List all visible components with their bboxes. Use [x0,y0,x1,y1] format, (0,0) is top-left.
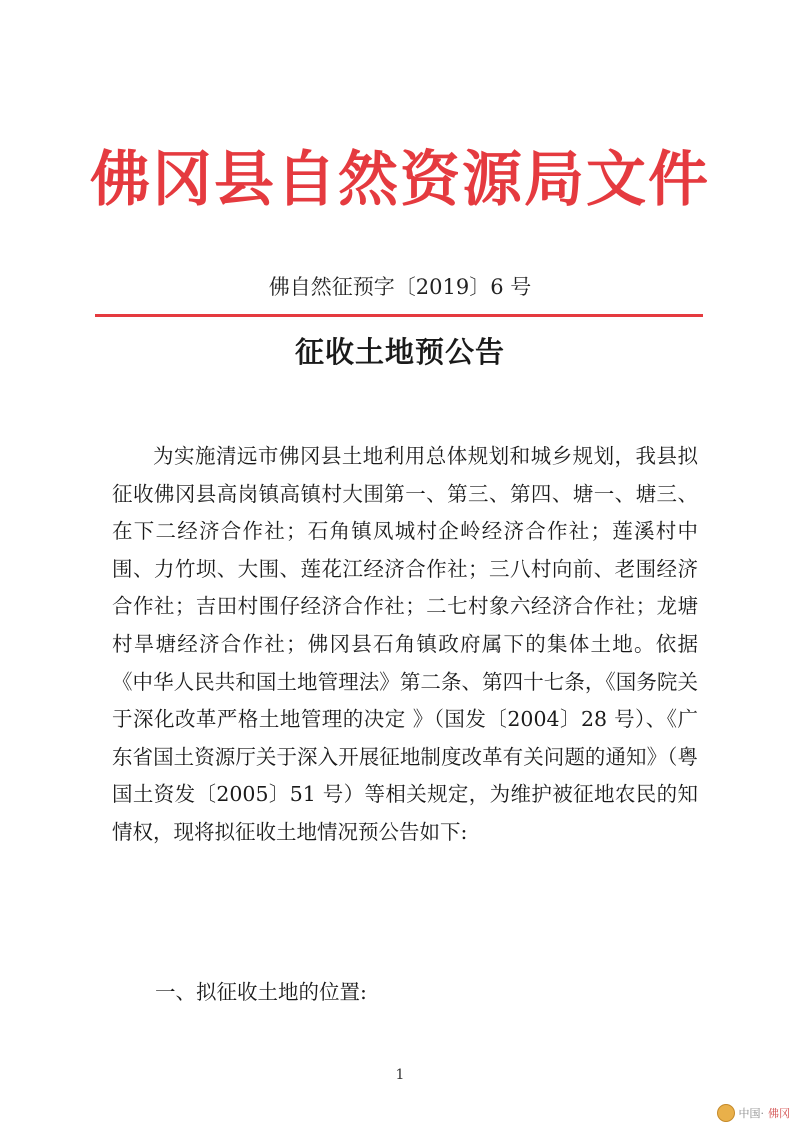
body-paragraph: 为实施清远市佛冈县土地利用总体规划和城乡规划，我县拟征收佛冈县高岗镇高镇村大围第一、第三、第四、塘一、塘三、在下二经济合作社；石角镇凤城村企岭经济合作社；莲溪村中围、力竹坝、大围、莲花江经济合作社；三八村向前、老围经济合作社；吉田村围仔经济合作社；二七村象六经济合作社；龙塘村旱塘经济合作社；佛冈县石角镇政府属下的集体土地。依据《中华人民共和国土地管理法》第二条、第四十七条，《国务院关于深化改革严格土地管理的决定 》（国发〔2004〕28 号）、《广东省国土资源厅关于深入开展征地制度改革有关问题的通知》（粤国土资发〔2005〕51 号）等相关规定，为维护被征地农民的知情权，现将拟征收土地情况预公告如下: [112,444,698,844]
watermark-text-right: 佛冈 [768,1107,790,1120]
section-heading-location: 一、拟征收土地的位置: [155,980,367,1004]
page-number: 1 [395,1067,405,1083]
watermark-text-left: 中国· [738,1107,764,1120]
site-logo-icon [717,1104,735,1122]
notice-title: 征收土地预公告 [294,335,505,369]
site-watermark [717,1104,791,1122]
red-divider-line [95,314,703,317]
document-header-title: 佛冈县自然资源局文件 [90,145,710,215]
document-number: 佛自然征预字〔2019〕6 号 [268,275,532,299]
